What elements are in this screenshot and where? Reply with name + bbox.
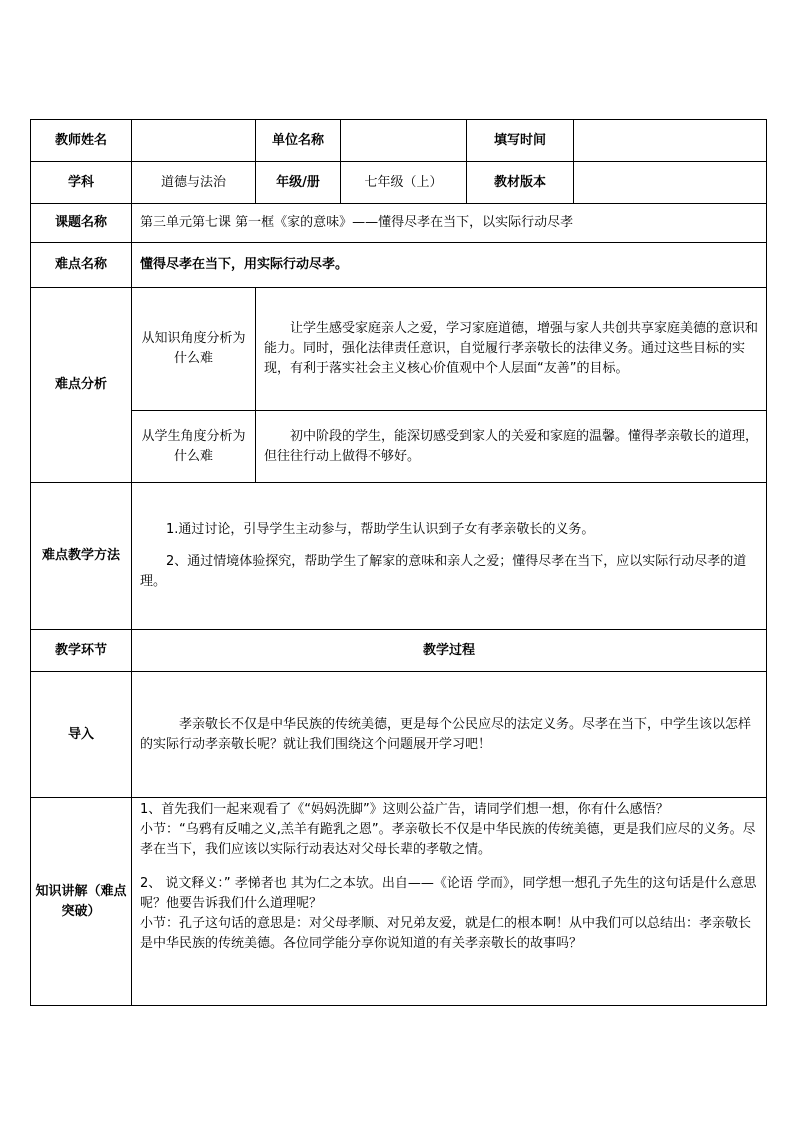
row-intro xyxy=(31,672,767,798)
row-topic xyxy=(31,204,767,243)
student-angle-label: 从学生角度分析为什么难 xyxy=(132,411,256,483)
row-analysis-student xyxy=(31,411,767,483)
knowledge-label: 知识讲解（难点突破） xyxy=(31,798,132,1006)
row-knowledge xyxy=(31,798,767,1006)
knowledge-angle-cell xyxy=(256,288,767,411)
process-header: 教学过程 xyxy=(132,630,767,672)
method-cell xyxy=(132,483,767,630)
row-teacher-info xyxy=(31,120,767,162)
subject-label: 学科 xyxy=(31,162,132,204)
unit-name-label: 单位名称 xyxy=(256,120,341,162)
fill-time-value xyxy=(574,120,767,162)
grade-value: 七年级（上） xyxy=(341,162,467,204)
knowledge-item-1: 1、首先我们一起来观看了《“妈妈洗脚”》这则公益广告，请同学们想一想，你有什么感悟？ xyxy=(140,802,669,817)
knowledge-summary-2: 小节：孔子这句话的意思是：对父母孝顺、对兄弟友爱，就是仁的根本啊！从中我们可以总结出：孝亲敬长是中华民族的传统美德。各位同学能分享你说知道的有关孝亲敬长的故事吗？ xyxy=(140,916,752,951)
student-angle-text: 初中阶段的学生，能深切感受到家人的关爱和家庭的温馨。懂得孝亲敬长的道理，但往往行动上做得不够好。 xyxy=(264,428,759,464)
topic-label: 课题名称 xyxy=(31,204,132,243)
topic-value: 第三单元第七课 第一框《家的意味》——懂得尽孝在当下，以实际行动尽孝 xyxy=(132,204,767,243)
intro-text: 孝亲敬长不仅是中华民族的传统美德，更是每个公民应尽的法定义务。尽孝在当下，中学生该以怎样的实际行动孝亲敬长呢？就让我们围绕这个问题展开学习吧！ xyxy=(140,716,752,752)
textbook-label: 教材版本 xyxy=(467,162,574,204)
knowledge-cell xyxy=(132,798,767,1006)
intro-label: 导入 xyxy=(31,672,132,798)
analysis-label: 难点分析 xyxy=(31,288,132,483)
student-angle-cell xyxy=(256,411,767,483)
textbook-value xyxy=(574,162,767,204)
teacher-name-label: 教师姓名 xyxy=(31,120,132,162)
fill-time-label: 填写时间 xyxy=(467,120,574,162)
difficulty-label: 难点名称 xyxy=(31,243,132,288)
row-difficulty xyxy=(31,243,767,288)
method-label: 难点教学方法 xyxy=(31,483,132,630)
intro-cell xyxy=(132,672,767,798)
method-item-1: 1.通过讨论，引导学生主动参与，帮助学生认识到子女有孝亲敬长的义务。 xyxy=(166,522,595,537)
difficulty-value: 懂得尽孝在当下，用实际行动尽孝。 xyxy=(132,243,767,288)
grade-label: 年级/册 xyxy=(256,162,341,204)
teacher-name-value xyxy=(132,120,256,162)
subject-value: 道德与法治 xyxy=(132,162,256,204)
knowledge-summary-1: 小节：“乌鸦有反哺之义,羔羊有跪乳之恩”。孝亲敬长不仅是中华民族的传统美德，更是我们应尽的义务。尽孝在当下，我们应该以实际行动表达对父母长辈的孝敬之情。 xyxy=(140,822,756,857)
knowledge-angle-label: 从知识角度分析为什么难 xyxy=(132,288,256,411)
unit-name-value xyxy=(341,120,467,162)
row-subject-info xyxy=(31,162,767,204)
row-analysis-knowledge xyxy=(31,288,767,411)
lesson-plan-table xyxy=(30,119,767,1006)
knowledge-item-2: 2、 说文释义：” 孝悌者也 其为仁之本欤。出自——《论语 学而》，同学想一想孔子先生的这句话是什么意思呢？他要告诉我们什么道理呢？ xyxy=(140,876,757,911)
row-process-header xyxy=(31,630,767,672)
row-method xyxy=(31,483,767,630)
knowledge-angle-text: 让学生感受家庭亲人之爱，学习家庭道德，增强与家人共创共享家庭美德的意识和能力。同时，强化法律责任意识，自觉履行孝亲敬长的法律义务。通过这些目标的实现，有利于落实社会主义核心价值观中个人层面“友善”的目标。 xyxy=(264,321,759,376)
stage-header: 教学环节 xyxy=(31,630,132,672)
method-item-2: 2、通过情境体验探究，帮助学生了解家的意味和亲人之爱；懂得尽孝在当下，应以实际行动尽孝的道理。 xyxy=(140,554,747,589)
